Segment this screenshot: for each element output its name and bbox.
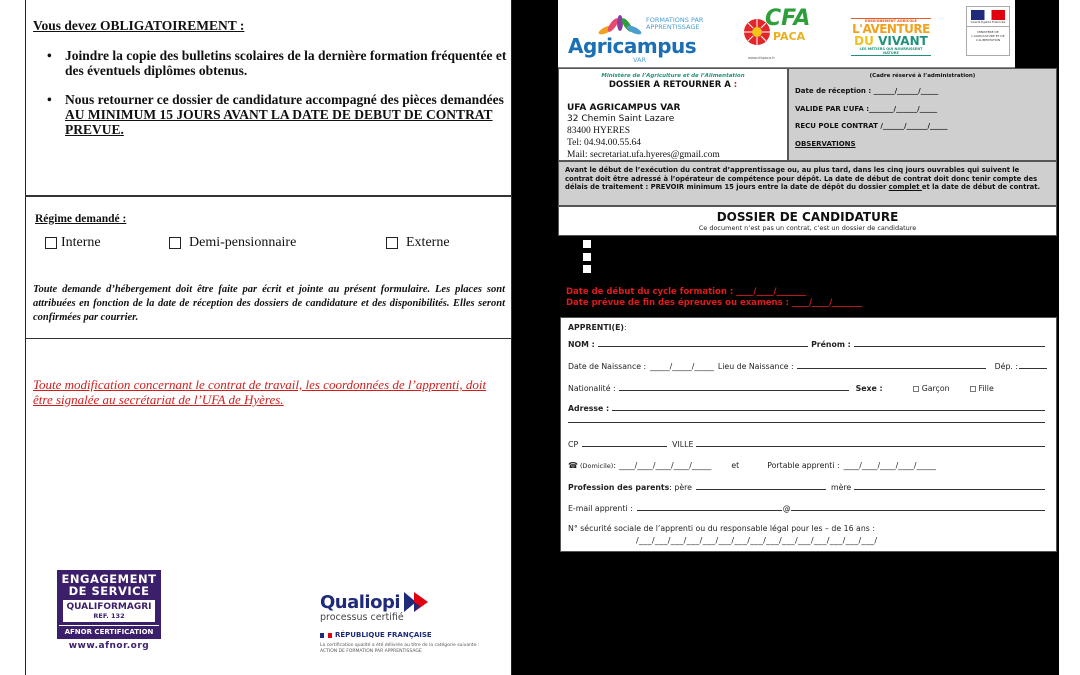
- regime-title: Régime demandé :: [35, 213, 127, 225]
- bullet-icon: •: [47, 48, 52, 63]
- return-title: [559, 80, 787, 90]
- at-sign: @: [782, 504, 791, 513]
- ufa-city: 83400 HYERES: [567, 126, 631, 136]
- ufa-tel: Tel: 04.94.00.55.64: [567, 138, 642, 148]
- checkbox[interactable]: [169, 237, 181, 249]
- ufa-mail[interactable]: Mail: secretariat.ufa.hyeres@gmail.com: [567, 150, 720, 160]
- ufa-name: UFA AGRICAMPUS VAR: [567, 103, 681, 113]
- ministry-line: Ministère de l’Agriculture et de l’Alimentation: [601, 73, 745, 79]
- marianne-flag-icon: [971, 10, 1005, 20]
- afnor-line2: DE SERVICE: [68, 584, 150, 598]
- regime-option-demi-pensionnaire[interactable]: [169, 235, 296, 251]
- dep-field[interactable]: [1019, 368, 1047, 369]
- aventure-line2: [851, 35, 931, 47]
- portable-field[interactable]: ____/____/____/____/_____: [843, 461, 937, 470]
- cp-label: CP: [568, 440, 579, 449]
- dob-field[interactable]: _____/_____/_____: [650, 362, 714, 371]
- qualiopi-name: Qualiopi: [320, 591, 401, 613]
- dob-label: Date de Naissance :: [568, 362, 647, 371]
- domicile-label: (Domicile): [579, 462, 614, 470]
- agricampus-tagline: [646, 17, 703, 31]
- ministere-motto: Liberté Égalité Fraternité: [967, 21, 1009, 27]
- obligations-section: [25, 0, 512, 196]
- sexe-label: Sexe :: [855, 384, 883, 393]
- checkbox[interactable]: [583, 253, 591, 261]
- cfa-fine-print: www.cfapaca.fr: [748, 56, 775, 60]
- return-title-text: DOSSIER A RETOURNER A: [608, 80, 734, 90]
- address-row-2: [568, 422, 1048, 425]
- ville-label: VILLE: [672, 440, 694, 449]
- tagline-line: APPRENTISSAGE: [646, 23, 700, 31]
- nom-field[interactable]: [598, 346, 808, 347]
- mere-label: mère: [830, 483, 852, 492]
- nom-label: NOM :: [568, 340, 595, 349]
- training-dates: [566, 287, 862, 309]
- right-margin: [1059, 0, 1080, 675]
- fine-print-line: ACTION DE FORMATION PAR APPRENTISSAGE: [320, 649, 422, 654]
- afnor-logo: [57, 570, 161, 651]
- aventure-line1: L'AVENTURE: [852, 22, 930, 36]
- return-title-colon: :: [733, 80, 738, 90]
- prenom-field[interactable]: [854, 346, 1045, 347]
- republique-francaise: [320, 631, 495, 639]
- obligation-text: Joindre la copie des bulletins scolaires de la dernière formation fréquentée et des éventuels diplômes obtenus.: [65, 48, 507, 78]
- cfa-region: PACA: [773, 30, 806, 43]
- aventure-du: DU: [854, 34, 874, 48]
- birth-row: [568, 362, 1048, 371]
- nationalite-field[interactable]: [619, 390, 849, 391]
- admin-contract-received[interactable]: RECU POLE CONTRAT /______/______/_____: [795, 122, 948, 130]
- aventure-bottom: LES MÉTIERS QUI NOURRISSENT NATURE: [851, 47, 931, 56]
- dossier-title: DOSSIER DE CANDIDATURE: [716, 210, 899, 224]
- obligations-list: [47, 48, 507, 151]
- sex-option-label: Garçon: [921, 384, 950, 393]
- agricampus-sub: VAR: [633, 56, 646, 64]
- admin-validation[interactable]: VALIDE PAR L’UFA :_______/______/_____: [795, 105, 938, 113]
- regime-option-externe[interactable]: [386, 235, 450, 251]
- cfa-name: CFA: [765, 6, 811, 31]
- notice-text-end: et la date de début de contrat.: [921, 183, 1041, 191]
- adresse-label: Adresse :: [568, 404, 610, 413]
- end-date-field[interactable]: Date prévue de fin des épreuves ou examens : ____/____/_______: [566, 298, 862, 308]
- fine-print-line: La certification qualité a été délivrée au titre de la catégorie suivante :: [320, 643, 480, 648]
- checkbox[interactable]: [970, 386, 976, 392]
- portable-label: Portable apprenti :: [767, 461, 840, 470]
- cp-field[interactable]: [582, 446, 667, 447]
- return-address-box: [558, 68, 788, 161]
- address-row: [568, 404, 1048, 413]
- section-label: APPRENTI(E): [568, 323, 624, 332]
- regime-option-label: Demi-pensionnaire: [189, 235, 297, 250]
- nationality-row: [568, 384, 1048, 393]
- afnor-ref: REF. 132: [93, 612, 125, 620]
- admin-observations: OBSERVATIONS: [795, 140, 856, 148]
- modification-note: Toute modification concernant le contrat de travail, les coordonnées de l’apprenti, doit être signalée au secrétariat de l’UFA de Hyères.: [33, 377, 487, 407]
- aventure-vivant: VIVANT: [878, 34, 928, 48]
- domicile-phone-field[interactable]: ____/____/____/____/_____: [619, 461, 712, 470]
- admin-box: [788, 68, 1057, 161]
- afnor-cert: AFNOR CERTIFICATION: [59, 625, 159, 637]
- cfa-paca-logo: [743, 4, 823, 66]
- aventure-du-vivant-logo: [851, 18, 931, 56]
- secu-field[interactable]: /___/___/___/___/___/___/___/___/___/___/___/___/___/___/___/: [636, 536, 878, 545]
- sex-option-label: Fille: [978, 384, 994, 393]
- agricampus-logo: [568, 10, 718, 64]
- adresse-field-line2[interactable]: [568, 422, 1045, 423]
- afnor-url: www.afnor.org: [68, 641, 150, 651]
- agricampus-name: Agricampus: [568, 34, 697, 58]
- checkbox-list: [583, 240, 591, 278]
- parents-row: [568, 483, 1048, 492]
- secu-row: [568, 524, 1048, 533]
- start-date-field[interactable]: Date de début du cycle formation : ____/____/_______: [566, 287, 807, 297]
- phone-icon: ☎: [568, 461, 578, 470]
- phone-row: [568, 461, 1048, 470]
- email-label: E-mail apprenti :: [568, 504, 633, 513]
- obligation-deadline: AU MINIMUM 15 JOURS AVANT LA DATE DE DEBUT DE CONTRAT PREVUE.: [65, 107, 493, 137]
- mere-field[interactable]: [854, 489, 1045, 490]
- afnor-line1: ENGAGEMENT: [61, 572, 157, 586]
- secu-label: N° sécurité sociale de l’apprenti ou du responsable légal pour les – de 16 ans :: [568, 524, 875, 533]
- ville-field[interactable]: [696, 446, 1045, 447]
- regime-option-label: Externe: [406, 235, 450, 250]
- domicile-colon: :: [613, 461, 616, 470]
- french-flag-icon: [320, 633, 332, 638]
- adresse-field[interactable]: [612, 410, 1045, 411]
- ufa-address: 32 Chemin Saint Lazare: [567, 114, 675, 124]
- obligation-item: [47, 92, 507, 137]
- republique-label: RÉPUBLIQUE FRANÇAISE: [335, 631, 432, 639]
- regime-note: Toute demande d’hébergement doit être faite par écrit et jointe au présent formulaire. Les places sont attribuées en fonction de la date de réception des dossiers de candidature et des disponibilités. Elles seront confirmées par courrier.: [33, 284, 505, 323]
- notice-text: Avant le début de l’exécution du contrat d’apprentissage ou, au plus tard, dans les cinq jours ouvrables qui suivent le contrat doit être adressé à l’opérateur de compétence pour dépôt. La date de début de contrat doit donc tenir compte des délais de traitement : PREVOIR minimum 15 jours entre la date de dépôt du dossier: [565, 166, 1038, 191]
- pere-field[interactable]: [696, 489, 826, 490]
- admin-reception-date[interactable]: Date de réception : ______/______/_____: [795, 87, 939, 95]
- email-domain-field[interactable]: [791, 510, 1046, 511]
- email-row: [568, 504, 1048, 513]
- left-page: [0, 0, 512, 675]
- obligation-text: Nous retourner ce dossier de candidature accompagné des pièces demandées: [65, 92, 504, 107]
- regime-option-interne[interactable]: [45, 235, 101, 251]
- prenom-label: Prénom :: [811, 340, 851, 349]
- lieu-label: Lieu de Naissance :: [717, 362, 794, 371]
- profession-label: Profession des parents: [568, 483, 670, 492]
- obligation-item: [47, 48, 507, 78]
- name-row: [568, 340, 1048, 349]
- sex-option-garcon[interactable]: [913, 384, 950, 393]
- afnor-badge: [57, 570, 161, 639]
- checkbox[interactable]: [583, 240, 591, 248]
- regime-option-label: Interne: [61, 235, 101, 250]
- qualiopi-logo: [320, 590, 495, 655]
- deadline-notice: [558, 161, 1057, 206]
- nationalite-label: Nationalité :: [568, 384, 616, 393]
- admin-title: (Cadre réservé à l’administration): [869, 73, 976, 79]
- dep-label: Dép. :: [994, 362, 1018, 371]
- email-user-field[interactable]: [637, 510, 782, 511]
- afnor-program-box: [63, 600, 155, 622]
- qualiopi-arrows-icon: [404, 590, 430, 614]
- qualiopi-fine-print: [320, 643, 495, 655]
- bullet-icon: •: [47, 92, 52, 107]
- pere-label: : père: [669, 483, 692, 492]
- checkbox[interactable]: [386, 237, 398, 249]
- et-label: et: [731, 461, 740, 470]
- checkbox[interactable]: [913, 386, 919, 392]
- sex-option-fille[interactable]: [970, 384, 994, 393]
- form-section-title: [568, 323, 1048, 332]
- lieu-field[interactable]: [797, 368, 986, 369]
- ministere-logo: [966, 6, 1010, 56]
- afnor-program: QUALIFORMAGRI: [66, 602, 152, 612]
- aventure-top: ENSEIGNEMENT AGRICOLE: [851, 18, 931, 23]
- ufa-contact: [567, 125, 720, 161]
- tagline-line: FORMATIONS PAR: [646, 16, 704, 24]
- qualiopi-subtitle: processus certifié: [320, 612, 404, 623]
- qualiopi-header: [320, 590, 495, 614]
- dossier-subtitle: Ce document n’est pas un contrat, c’est un dossier de candidature: [698, 224, 917, 232]
- checkbox[interactable]: [583, 265, 591, 273]
- apprentice-form: [560, 317, 1057, 552]
- notice-underlined: complet: [888, 183, 922, 191]
- logo-bar: [558, 0, 1015, 68]
- obligations-title: Vous devez OBLIGATOIREMENT :: [33, 18, 245, 33]
- section-colon: :: [624, 323, 627, 332]
- city-row: [568, 440, 1048, 449]
- ministere-name: MINISTÈRE DE L'AGRICULTURE ET DE L'ALIMENTATION: [971, 30, 1005, 42]
- checkbox[interactable]: [45, 237, 57, 249]
- dossier-header: [558, 206, 1057, 236]
- regime-section: [25, 196, 512, 339]
